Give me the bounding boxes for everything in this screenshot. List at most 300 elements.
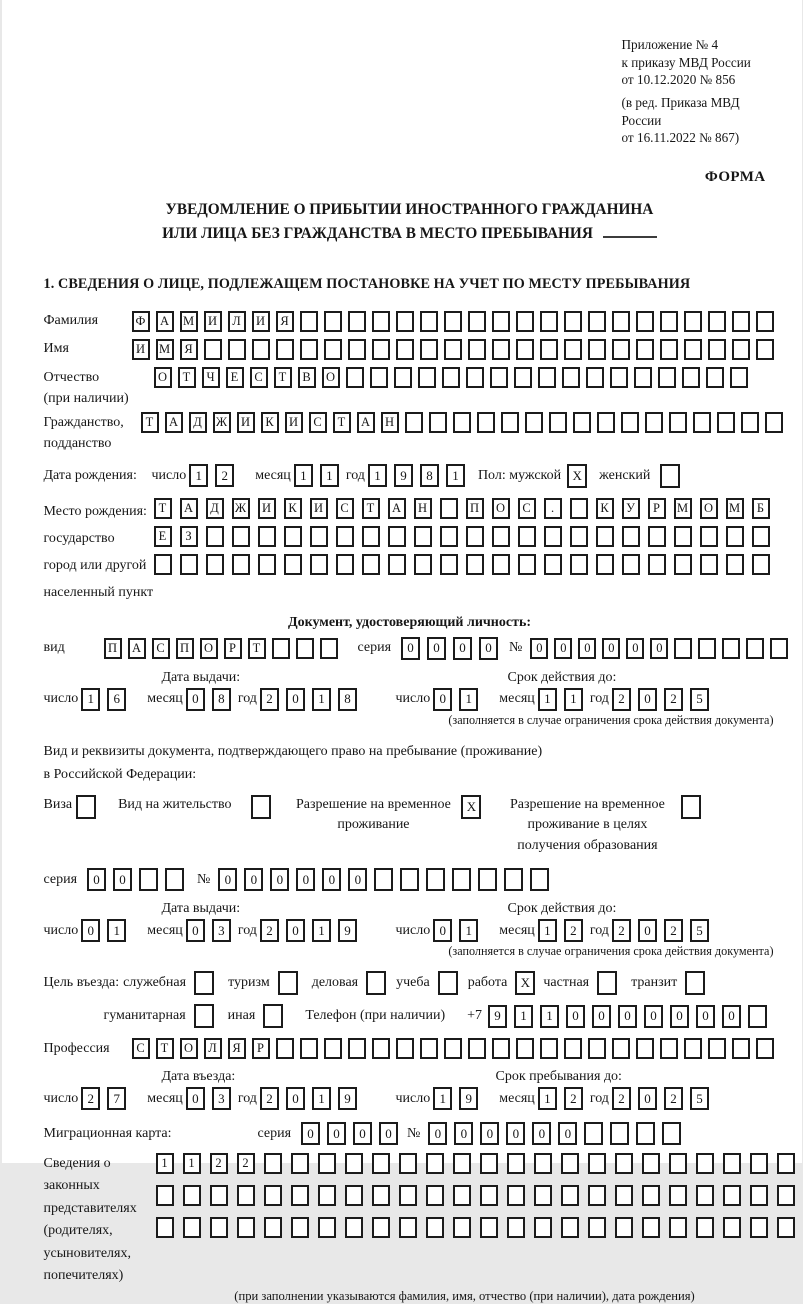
char-cell[interactable] [570, 498, 588, 519]
char-cell[interactable]: 5 [690, 919, 709, 942]
char-cell[interactable]: 2 [210, 1153, 228, 1174]
char-cell[interactable] [442, 367, 460, 388]
char-cell[interactable] [756, 339, 774, 360]
char-cell[interactable]: П [176, 638, 194, 659]
char-cell[interactable] [426, 1153, 444, 1174]
char-cell[interactable] [492, 554, 510, 575]
char-cell[interactable]: 1 [368, 464, 387, 487]
char-cell[interactable]: 2 [81, 1087, 100, 1110]
purpose-study-checkbox[interactable] [438, 971, 458, 995]
char-cell[interactable] [426, 1185, 444, 1206]
char-cell[interactable]: Т [362, 498, 380, 519]
char-cell[interactable] [696, 1185, 714, 1206]
char-cell[interactable]: 0 [453, 637, 472, 660]
char-cell[interactable]: 9 [459, 1087, 478, 1110]
char-cell[interactable]: 2 [664, 688, 683, 711]
char-cell[interactable]: А [357, 412, 375, 433]
char-cell[interactable] [684, 311, 702, 332]
char-cell[interactable]: И [258, 498, 276, 519]
char-cell[interactable]: 0 [644, 1005, 663, 1028]
char-cell[interactable]: 8 [212, 688, 231, 711]
purpose-work-checkbox[interactable]: X [515, 971, 535, 995]
char-cell[interactable] [732, 1038, 750, 1059]
char-cell[interactable] [507, 1153, 525, 1174]
char-cell[interactable] [348, 339, 366, 360]
char-cell[interactable] [372, 1038, 390, 1059]
char-cell[interactable]: Н [381, 412, 399, 433]
char-cell[interactable] [296, 638, 314, 659]
char-cell[interactable]: И [204, 311, 222, 332]
char-cell[interactable]: И [310, 498, 328, 519]
char-cell[interactable] [237, 1217, 255, 1238]
char-cell[interactable]: 0 [558, 1122, 577, 1145]
char-cell[interactable]: 0 [592, 1005, 611, 1028]
char-cell[interactable] [399, 1185, 417, 1206]
char-cell[interactable] [544, 554, 562, 575]
char-cell[interactable]: Ж [213, 412, 231, 433]
char-cell[interactable] [708, 1038, 726, 1059]
char-cell[interactable] [206, 526, 224, 547]
char-cell[interactable] [570, 554, 588, 575]
char-cell[interactable] [540, 311, 558, 332]
char-cell[interactable] [348, 311, 366, 332]
char-cell[interactable] [400, 868, 419, 891]
char-cell[interactable] [490, 367, 508, 388]
char-cell[interactable] [348, 1038, 366, 1059]
char-cell[interactable]: Ч [202, 367, 220, 388]
char-cell[interactable] [518, 554, 536, 575]
char-cell[interactable]: 0 [626, 638, 644, 659]
char-cell[interactable] [310, 554, 328, 575]
char-cell[interactable] [538, 367, 556, 388]
char-cell[interactable]: 1 [540, 1005, 559, 1028]
char-cell[interactable]: 9 [338, 1087, 357, 1110]
char-cell[interactable] [588, 1185, 606, 1206]
purpose-private-checkbox[interactable] [597, 971, 617, 995]
char-cell[interactable]: 0 [532, 1122, 551, 1145]
char-cell[interactable] [444, 339, 462, 360]
char-cell[interactable] [477, 412, 495, 433]
char-cell[interactable] [514, 367, 532, 388]
char-cell[interactable] [570, 526, 588, 547]
char-cell[interactable] [610, 367, 628, 388]
char-cell[interactable]: 0 [286, 1087, 305, 1110]
char-cell[interactable] [264, 1153, 282, 1174]
char-cell[interactable]: Я [276, 311, 294, 332]
char-cell[interactable] [648, 554, 666, 575]
char-cell[interactable] [612, 339, 630, 360]
char-cell[interactable] [645, 412, 663, 433]
char-cell[interactable]: З [180, 526, 198, 547]
char-cell[interactable]: О [322, 367, 340, 388]
gender-female-checkbox[interactable] [660, 464, 680, 488]
char-cell[interactable]: В [298, 367, 316, 388]
char-cell[interactable] [708, 339, 726, 360]
char-cell[interactable] [258, 526, 276, 547]
char-cell[interactable] [440, 526, 458, 547]
char-cell[interactable]: Л [228, 311, 246, 332]
char-cell[interactable]: 2 [260, 919, 279, 942]
char-cell[interactable]: 0 [218, 868, 237, 891]
char-cell[interactable]: 0 [670, 1005, 689, 1028]
char-cell[interactable]: А [156, 311, 174, 332]
char-cell[interactable]: М [156, 339, 174, 360]
char-cell[interactable] [588, 339, 606, 360]
char-cell[interactable]: Т [141, 412, 159, 433]
char-cell[interactable] [370, 367, 388, 388]
char-cell[interactable] [561, 1185, 579, 1206]
char-cell[interactable]: 2 [260, 1087, 279, 1110]
char-cell[interactable] [336, 554, 354, 575]
char-cell[interactable] [204, 339, 222, 360]
char-cell[interactable]: 0 [286, 919, 305, 942]
char-cell[interactable]: 0 [87, 868, 106, 891]
char-cell[interactable]: 0 [81, 919, 100, 942]
char-cell[interactable]: Е [154, 526, 172, 547]
char-cell[interactable]: 0 [427, 637, 446, 660]
char-cell[interactable] [696, 1217, 714, 1238]
char-cell[interactable]: А [165, 412, 183, 433]
char-cell[interactable]: 2 [215, 464, 234, 487]
char-cell[interactable] [468, 311, 486, 332]
char-cell[interactable]: И [237, 412, 255, 433]
char-cell[interactable] [300, 339, 318, 360]
char-cell[interactable]: 0 [506, 1122, 525, 1145]
char-cell[interactable]: 0 [638, 1087, 657, 1110]
char-cell[interactable] [414, 554, 432, 575]
char-cell[interactable] [420, 1038, 438, 1059]
char-cell[interactable] [394, 367, 412, 388]
char-cell[interactable] [252, 339, 270, 360]
char-cell[interactable]: 0 [348, 868, 367, 891]
char-cell[interactable] [345, 1185, 363, 1206]
char-cell[interactable] [636, 1122, 655, 1145]
char-cell[interactable] [588, 1217, 606, 1238]
char-cell[interactable] [622, 554, 640, 575]
char-cell[interactable] [596, 526, 614, 547]
char-cell[interactable] [584, 1122, 603, 1145]
char-cell[interactable] [746, 638, 764, 659]
char-cell[interactable] [346, 367, 364, 388]
char-cell[interactable] [492, 526, 510, 547]
char-cell[interactable]: Т [178, 367, 196, 388]
char-cell[interactable] [756, 311, 774, 332]
char-cell[interactable] [396, 1038, 414, 1059]
char-cell[interactable]: 1 [538, 919, 557, 942]
char-cell[interactable] [396, 339, 414, 360]
char-cell[interactable]: Е [226, 367, 244, 388]
char-cell[interactable] [156, 1217, 174, 1238]
char-cell[interactable] [284, 554, 302, 575]
char-cell[interactable] [722, 638, 740, 659]
char-cell[interactable] [669, 1153, 687, 1174]
char-cell[interactable] [750, 1153, 768, 1174]
char-cell[interactable] [478, 868, 497, 891]
char-cell[interactable]: 9 [338, 919, 357, 942]
char-cell[interactable]: Б [752, 498, 770, 519]
char-cell[interactable] [726, 554, 744, 575]
char-cell[interactable]: 2 [612, 1087, 631, 1110]
char-cell[interactable]: 0 [433, 919, 452, 942]
char-cell[interactable]: 0 [433, 688, 452, 711]
char-cell[interactable]: К [284, 498, 302, 519]
char-cell[interactable] [700, 526, 718, 547]
char-cell[interactable] [636, 1038, 654, 1059]
char-cell[interactable]: 1 [107, 919, 126, 942]
char-cell[interactable] [723, 1185, 741, 1206]
char-cell[interactable]: 0 [638, 919, 657, 942]
char-cell[interactable] [180, 554, 198, 575]
char-cell[interactable] [741, 412, 759, 433]
char-cell[interactable] [156, 1185, 174, 1206]
char-cell[interactable] [750, 1185, 768, 1206]
char-cell[interactable]: О [200, 638, 218, 659]
char-cell[interactable] [206, 554, 224, 575]
char-cell[interactable] [642, 1185, 660, 1206]
char-cell[interactable] [669, 1185, 687, 1206]
char-cell[interactable] [756, 1038, 774, 1059]
char-cell[interactable] [284, 526, 302, 547]
char-cell[interactable] [318, 1153, 336, 1174]
char-cell[interactable] [586, 367, 604, 388]
char-cell[interactable] [291, 1185, 309, 1206]
char-cell[interactable]: П [466, 498, 484, 519]
char-cell[interactable]: 3 [212, 1087, 231, 1110]
char-cell[interactable] [698, 638, 716, 659]
char-cell[interactable]: К [596, 498, 614, 519]
char-cell[interactable]: А [180, 498, 198, 519]
char-cell[interactable] [530, 868, 549, 891]
char-cell[interactable] [516, 311, 534, 332]
char-cell[interactable]: 0 [113, 868, 132, 891]
char-cell[interactable]: 1 [312, 1087, 331, 1110]
char-cell[interactable] [717, 412, 735, 433]
char-cell[interactable] [345, 1153, 363, 1174]
char-cell[interactable] [300, 311, 318, 332]
char-cell[interactable]: Д [189, 412, 207, 433]
char-cell[interactable] [596, 554, 614, 575]
char-cell[interactable]: 0 [270, 868, 289, 891]
char-cell[interactable]: 2 [564, 1087, 583, 1110]
char-cell[interactable] [752, 554, 770, 575]
char-cell[interactable] [210, 1185, 228, 1206]
char-cell[interactable] [272, 638, 290, 659]
char-cell[interactable]: 0 [301, 1122, 320, 1145]
purpose-tourism-checkbox[interactable] [278, 971, 298, 995]
char-cell[interactable] [708, 311, 726, 332]
char-cell[interactable] [777, 1185, 795, 1206]
char-cell[interactable] [588, 1038, 606, 1059]
char-cell[interactable] [444, 311, 462, 332]
char-cell[interactable]: 1 [538, 1087, 557, 1110]
char-cell[interactable] [210, 1217, 228, 1238]
char-cell[interactable]: 0 [578, 638, 596, 659]
char-cell[interactable]: 2 [237, 1153, 255, 1174]
char-cell[interactable]: 0 [379, 1122, 398, 1145]
char-cell[interactable]: И [132, 339, 150, 360]
char-cell[interactable]: С [309, 412, 327, 433]
char-cell[interactable] [750, 1217, 768, 1238]
char-cell[interactable] [544, 526, 562, 547]
char-cell[interactable]: 0 [454, 1122, 473, 1145]
char-cell[interactable]: М [726, 498, 744, 519]
char-cell[interactable] [228, 339, 246, 360]
char-cell[interactable]: 0 [566, 1005, 585, 1028]
char-cell[interactable]: Р [648, 498, 666, 519]
char-cell[interactable]: С [336, 498, 354, 519]
char-cell[interactable]: С [132, 1038, 150, 1059]
char-cell[interactable] [264, 1185, 282, 1206]
char-cell[interactable]: 0 [327, 1122, 346, 1145]
char-cell[interactable]: Т [248, 638, 266, 659]
char-cell[interactable] [684, 1038, 702, 1059]
char-cell[interactable] [396, 311, 414, 332]
char-cell[interactable] [642, 1217, 660, 1238]
char-cell[interactable]: Т [156, 1038, 174, 1059]
char-cell[interactable]: 5 [690, 688, 709, 711]
char-cell[interactable] [660, 311, 678, 332]
char-cell[interactable]: Т [154, 498, 172, 519]
char-cell[interactable]: М [180, 311, 198, 332]
char-cell[interactable] [399, 1153, 417, 1174]
char-cell[interactable] [480, 1153, 498, 1174]
char-cell[interactable]: 0 [186, 688, 205, 711]
char-cell[interactable]: 2 [612, 919, 631, 942]
char-cell[interactable] [540, 339, 558, 360]
char-cell[interactable]: 1 [459, 688, 478, 711]
char-cell[interactable]: 1 [433, 1087, 452, 1110]
char-cell[interactable]: 1 [320, 464, 339, 487]
char-cell[interactable] [561, 1217, 579, 1238]
char-cell[interactable] [564, 311, 582, 332]
char-cell[interactable]: С [250, 367, 268, 388]
char-cell[interactable] [264, 1217, 282, 1238]
char-cell[interactable] [372, 311, 390, 332]
char-cell[interactable] [324, 1038, 342, 1059]
char-cell[interactable] [658, 367, 676, 388]
char-cell[interactable] [534, 1185, 552, 1206]
char-cell[interactable]: 2 [564, 919, 583, 942]
char-cell[interactable] [674, 526, 692, 547]
char-cell[interactable]: К [261, 412, 279, 433]
char-cell[interactable]: 1 [538, 688, 557, 711]
char-cell[interactable] [362, 526, 380, 547]
char-cell[interactable]: С [152, 638, 170, 659]
char-cell[interactable] [420, 339, 438, 360]
char-cell[interactable]: 0 [286, 688, 305, 711]
char-cell[interactable] [165, 868, 184, 891]
char-cell[interactable] [504, 868, 523, 891]
char-cell[interactable]: 0 [353, 1122, 372, 1145]
char-cell[interactable]: 2 [612, 688, 631, 711]
char-cell[interactable] [615, 1217, 633, 1238]
char-cell[interactable] [748, 1005, 767, 1028]
char-cell[interactable] [684, 339, 702, 360]
char-cell[interactable]: 1 [514, 1005, 533, 1028]
char-cell[interactable]: Н [414, 498, 432, 519]
char-cell[interactable]: 0 [186, 1087, 205, 1110]
char-cell[interactable] [615, 1185, 633, 1206]
char-cell[interactable] [693, 412, 711, 433]
char-cell[interactable] [492, 339, 510, 360]
char-cell[interactable] [276, 1038, 294, 1059]
char-cell[interactable]: 2 [260, 688, 279, 711]
char-cell[interactable] [621, 412, 639, 433]
char-cell[interactable]: 0 [554, 638, 572, 659]
char-cell[interactable] [588, 1153, 606, 1174]
char-cell[interactable] [648, 526, 666, 547]
char-cell[interactable]: 1 [459, 919, 478, 942]
visa-checkbox[interactable] [76, 795, 96, 819]
char-cell[interactable] [564, 339, 582, 360]
char-cell[interactable] [662, 1122, 681, 1145]
char-cell[interactable] [444, 1038, 462, 1059]
char-cell[interactable] [440, 554, 458, 575]
char-cell[interactable] [318, 1185, 336, 1206]
char-cell[interactable]: 0 [530, 638, 548, 659]
char-cell[interactable] [492, 311, 510, 332]
char-cell[interactable] [723, 1153, 741, 1174]
char-cell[interactable] [183, 1185, 201, 1206]
char-cell[interactable]: 0 [618, 1005, 637, 1028]
char-cell[interactable] [752, 526, 770, 547]
char-cell[interactable] [452, 868, 471, 891]
char-cell[interactable]: 5 [690, 1087, 709, 1110]
char-cell[interactable]: 6 [107, 688, 126, 711]
char-cell[interactable] [564, 1038, 582, 1059]
char-cell[interactable]: Т [333, 412, 351, 433]
char-cell[interactable] [706, 367, 724, 388]
char-cell[interactable] [362, 554, 380, 575]
char-cell[interactable]: 1 [564, 688, 583, 711]
char-cell[interactable] [507, 1217, 525, 1238]
char-cell[interactable] [610, 1122, 629, 1145]
char-cell[interactable] [466, 526, 484, 547]
char-cell[interactable]: 0 [480, 1122, 499, 1145]
char-cell[interactable] [426, 1217, 444, 1238]
char-cell[interactable] [612, 311, 630, 332]
char-cell[interactable]: 0 [602, 638, 620, 659]
char-cell[interactable]: 1 [312, 919, 331, 942]
char-cell[interactable] [310, 526, 328, 547]
char-cell[interactable] [453, 1217, 471, 1238]
char-cell[interactable] [612, 1038, 630, 1059]
char-cell[interactable] [418, 367, 436, 388]
char-cell[interactable] [232, 554, 250, 575]
char-cell[interactable]: 0 [244, 868, 263, 891]
char-cell[interactable] [453, 1153, 471, 1174]
char-cell[interactable] [660, 1038, 678, 1059]
char-cell[interactable] [777, 1153, 795, 1174]
char-cell[interactable] [318, 1217, 336, 1238]
char-cell[interactable] [480, 1185, 498, 1206]
char-cell[interactable] [622, 526, 640, 547]
char-cell[interactable] [480, 1217, 498, 1238]
char-cell[interactable] [374, 868, 393, 891]
char-cell[interactable]: Т [274, 367, 292, 388]
char-cell[interactable]: О [492, 498, 510, 519]
char-cell[interactable]: Ж [232, 498, 250, 519]
char-cell[interactable] [453, 1185, 471, 1206]
char-cell[interactable] [732, 339, 750, 360]
char-cell[interactable] [726, 526, 744, 547]
char-cell[interactable]: 8 [338, 688, 357, 711]
char-cell[interactable] [549, 412, 567, 433]
char-cell[interactable] [237, 1185, 255, 1206]
char-cell[interactable] [518, 526, 536, 547]
char-cell[interactable]: 1 [156, 1153, 174, 1174]
char-cell[interactable] [336, 526, 354, 547]
